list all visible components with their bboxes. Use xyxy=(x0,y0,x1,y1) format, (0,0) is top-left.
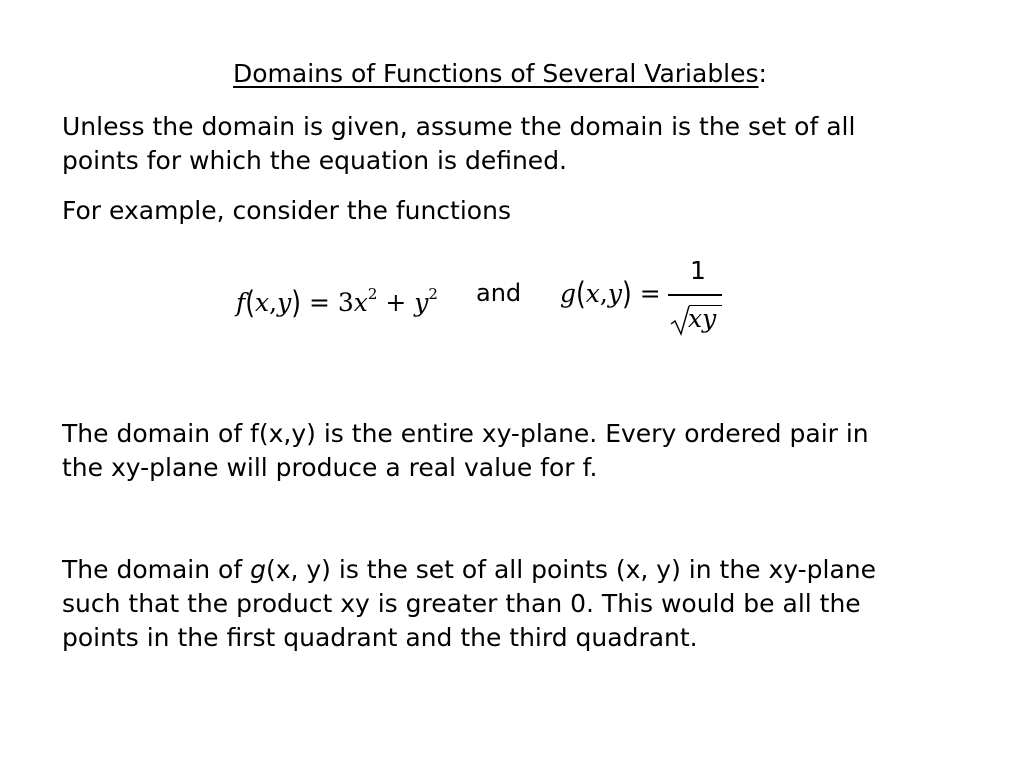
domain-g-line-1 xyxy=(62,553,962,587)
slide-title xyxy=(0,56,1000,92)
f-coef: 3 xyxy=(337,288,354,317)
and-word: and xyxy=(476,279,522,307)
domain-g-line-2: such that the product xy is greater than 0. This would be all the xyxy=(62,589,861,618)
domain-g-line-1-pre: The domain of xyxy=(62,555,251,584)
domain-g-func-name: g xyxy=(250,555,266,584)
g-numerator: 1 xyxy=(690,256,706,285)
domain-f-paragraph xyxy=(62,417,962,485)
domain-g-line-3: points in the first quadrant and the third quadrant. xyxy=(62,623,698,652)
intro-paragraph xyxy=(62,110,962,178)
example-lead-text: For example, consider the functions xyxy=(62,196,511,225)
f-name: f xyxy=(236,288,246,317)
title-colon: : xyxy=(758,59,767,88)
g-close-paren: ) xyxy=(621,275,632,312)
f-exp-y: 2 xyxy=(428,285,438,303)
g-equals: = xyxy=(639,279,661,308)
f-equals: = xyxy=(308,288,330,317)
f-var-y: y xyxy=(277,288,292,317)
intro-line-1: Unless the domain is given, assume the domain is the set of all xyxy=(62,112,856,141)
f-exp-x: 2 xyxy=(367,285,378,303)
f-plus: + xyxy=(385,288,407,317)
f-open-paren: ( xyxy=(245,284,256,321)
f-var-x: x xyxy=(255,288,270,317)
domain-f-line-1: The domain of f(x,y) is the entire xy-plane. Every ordered pair in xyxy=(62,419,869,448)
g-fraction-bar xyxy=(668,294,722,296)
g-name: g xyxy=(560,279,577,308)
g-var-x: x xyxy=(585,279,600,308)
g-var-y: y xyxy=(607,279,622,308)
f-close-paren: ) xyxy=(291,284,301,321)
intro-line-2: points for which the equation is defined. xyxy=(62,146,568,175)
f-term-x: x xyxy=(353,288,368,317)
domain-f-line-2: the xy-plane will produce a real value for f. xyxy=(62,453,598,482)
g-denominator: xy xyxy=(688,304,717,333)
title-text: Domains of Functions of Several Variables xyxy=(233,59,759,88)
equation-f: $f(x,y) = 3x^2 + y^2$ xyxy=(236,284,438,321)
equation-g: g(x,y) = xyxy=(560,275,661,312)
domain-g-paragraph xyxy=(62,553,962,655)
f-term-y: y xyxy=(414,288,429,317)
domain-g-line-1-post: (x, y) is the set of all points (x, y) in the xy-plane xyxy=(265,555,877,584)
example-lead xyxy=(62,194,962,228)
square-root-icon xyxy=(670,304,690,336)
g-open-paren: ( xyxy=(576,275,586,312)
